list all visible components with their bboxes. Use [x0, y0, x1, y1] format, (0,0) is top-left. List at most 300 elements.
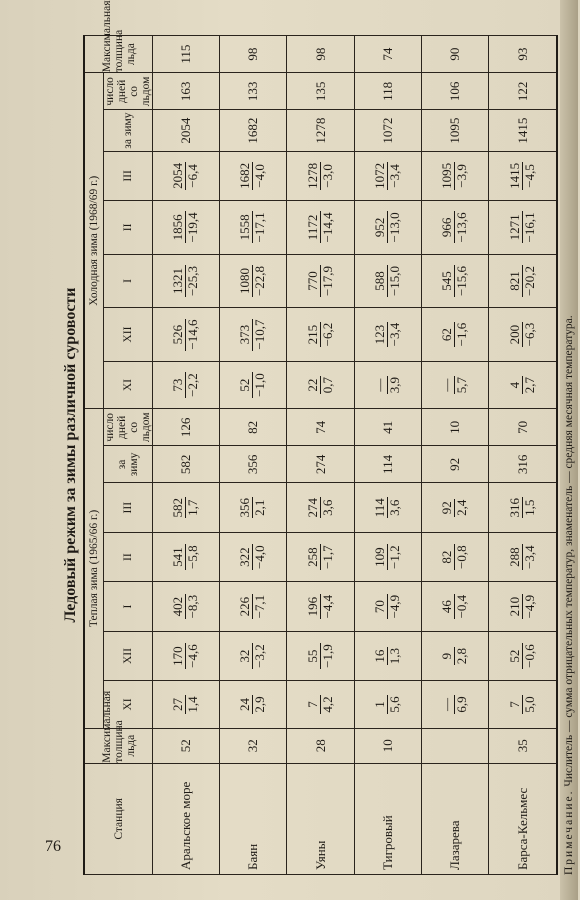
- note-label: Примечание.: [563, 789, 575, 875]
- fraction-value: [508, 162, 537, 190]
- month-cell: [421, 483, 488, 532]
- warm-ice-days-value: 41: [379, 420, 395, 434]
- cold-ice-days: [354, 73, 421, 110]
- fraction-value: [508, 265, 537, 297]
- cold-max-ice-value: 90: [447, 47, 463, 61]
- mean-temp: −4,9: [521, 594, 537, 619]
- fraction-value: [508, 322, 537, 348]
- cold-ice-days: [220, 73, 287, 110]
- mean-temp: −4,5: [521, 164, 537, 188]
- station-name: Барса-Кельмес: [514, 787, 530, 870]
- header-per-winter: за зиму: [104, 110, 153, 151]
- warm-ice-days: [489, 409, 557, 446]
- fraction-value: [373, 594, 402, 620]
- fraction-value: [508, 376, 537, 394]
- table-row: [153, 36, 220, 875]
- fraction-value: [440, 211, 469, 243]
- fraction-value: [373, 211, 402, 243]
- month-cell: [421, 582, 488, 631]
- temp-sum: 526: [171, 319, 186, 351]
- header-month: II: [104, 532, 153, 581]
- month-cell: [287, 201, 354, 255]
- header-month: I: [104, 254, 153, 308]
- month-cell: [354, 532, 421, 581]
- fraction-value: [306, 265, 335, 297]
- mean-temp: 6,9: [454, 696, 470, 713]
- temp-sum: 62: [440, 322, 455, 348]
- mean-temp: 5,0: [521, 696, 537, 713]
- month-cell: [287, 254, 354, 308]
- mean-temp: −1,2: [386, 545, 402, 569]
- warm-total: [220, 446, 287, 483]
- mean-temp: −19,4: [185, 212, 201, 243]
- month-cell: [220, 631, 287, 680]
- page-number: 76: [45, 838, 61, 855]
- month-cell: [153, 151, 220, 200]
- month-cell: [421, 532, 488, 581]
- note-text: Числитель — сумма отрицательных температур, знаменатель — средняя месячная температура.: [563, 315, 575, 787]
- cold-max-ice: [354, 36, 421, 73]
- warm-max-ice: [354, 728, 421, 763]
- month-cell: [220, 151, 287, 200]
- temp-sum: 82: [440, 544, 455, 570]
- table-note: [562, 35, 576, 875]
- fraction-value: [440, 499, 469, 517]
- mean-temp: 3,9: [386, 376, 402, 394]
- cold-max-ice: [287, 36, 354, 73]
- table-row: [489, 36, 557, 875]
- header-month: XII: [104, 631, 153, 680]
- warm-ice-days-value: 70: [514, 420, 530, 434]
- warm-max-ice: [287, 728, 354, 763]
- mean-temp: 2,8: [454, 647, 470, 665]
- mean-temp: −1,6: [454, 322, 470, 347]
- month-cell: [287, 532, 354, 581]
- mean-temp: −5,8: [185, 545, 201, 569]
- mean-temp: −3,4: [521, 545, 537, 569]
- month-cell: [421, 308, 488, 362]
- temp-sum: 288: [508, 544, 523, 570]
- mean-temp: −0,8: [454, 545, 470, 569]
- temp-sum: 1095: [439, 162, 455, 189]
- station-name: Лазарева: [447, 820, 463, 870]
- cold-ice-days-value: 106: [447, 81, 463, 102]
- month-cell: [489, 532, 557, 581]
- temp-sum: 2054: [170, 162, 186, 189]
- mean-temp: 0,7: [319, 376, 335, 394]
- mean-temp: −0,4: [454, 594, 470, 619]
- month-cell: [153, 201, 220, 255]
- warm-ice-days-value: 82: [245, 420, 261, 434]
- temp-sum: 966: [440, 211, 455, 243]
- month-cell: [354, 681, 421, 728]
- month-cell: [153, 532, 220, 581]
- fraction-value: [171, 695, 200, 713]
- mean-temp: −15,6: [454, 265, 470, 297]
- fraction-value: [373, 376, 402, 394]
- temp-sum: 109: [373, 544, 388, 570]
- header-ice-days: число дней со льдом: [104, 409, 153, 446]
- temp-sum: 226: [238, 594, 253, 620]
- warm-max-ice-value: 10: [379, 739, 395, 753]
- ice-regime-table: [83, 0, 558, 875]
- fraction-value: [440, 647, 469, 665]
- month-cell: [421, 254, 488, 308]
- cold-ice-days: [489, 73, 557, 110]
- fraction-value: [306, 594, 335, 620]
- mean-temp: 1,3: [386, 647, 402, 665]
- temp-sum: 215: [306, 322, 321, 348]
- temp-sum: 1072: [371, 162, 387, 189]
- fraction-value: [238, 319, 267, 351]
- fraction-value: [238, 372, 267, 398]
- cold-max-ice-value: 98: [245, 47, 261, 61]
- warm-ice-days-value: 74: [312, 420, 328, 434]
- temp-sum: 322: [238, 544, 253, 570]
- month-cell: [287, 483, 354, 532]
- temp-sum: 114: [371, 498, 387, 518]
- station-name: Баян: [245, 843, 261, 870]
- fraction-value: [373, 544, 402, 570]
- table-row: [287, 36, 354, 875]
- mean-temp: −1,0: [252, 373, 268, 397]
- warm-total-value: 114: [379, 454, 395, 474]
- fraction-value: [508, 643, 537, 669]
- mean-temp: 2,4: [454, 499, 470, 516]
- month-cell: [220, 582, 287, 631]
- temp-sum: 1321: [171, 265, 186, 297]
- warm-ice-days-value: 126: [178, 417, 194, 438]
- mean-temp: −7,1: [252, 594, 268, 619]
- mean-temp: −1,7: [319, 545, 335, 569]
- header-max-ice-cold: Максимальная толщина льда: [84, 36, 153, 73]
- mean-temp: 2,7: [521, 376, 537, 394]
- month-cell: [220, 532, 287, 581]
- mean-temp: −20,2: [521, 265, 537, 297]
- temp-sum: 1682: [237, 162, 253, 189]
- cold-ice-days-value: 118: [379, 81, 395, 101]
- warm-total: [153, 446, 220, 483]
- fraction-value: [238, 544, 267, 570]
- mean-temp: −25,3: [185, 265, 201, 297]
- fraction-value: [238, 643, 267, 669]
- fraction-value: [373, 647, 402, 665]
- mean-temp: −13,6: [454, 212, 470, 243]
- mean-temp: −3,9: [454, 164, 470, 188]
- temp-sum: 373: [238, 319, 253, 351]
- temp-sum: —: [373, 376, 388, 394]
- cold-ice-days: [421, 73, 488, 110]
- fraction-value: [306, 322, 335, 348]
- cold-total-value: 2054: [178, 117, 194, 144]
- warm-total-value: 356: [245, 454, 261, 475]
- cold-max-ice: [153, 36, 220, 73]
- warm-max-ice: [153, 728, 220, 763]
- temp-sum: 821: [508, 265, 523, 297]
- station-cell: [489, 763, 557, 874]
- temp-sum: 22: [306, 376, 321, 394]
- mean-temp: −6,4: [185, 164, 201, 188]
- month-cell: [421, 201, 488, 255]
- month-cell: [489, 483, 557, 532]
- cold-ice-days-value: 135: [312, 81, 328, 102]
- fraction-value: [306, 376, 335, 394]
- warm-ice-days: [287, 409, 354, 446]
- temp-sum: 70: [373, 594, 388, 620]
- warm-max-ice: [220, 728, 287, 763]
- temp-sum: 402: [171, 594, 186, 620]
- fraction-value: [238, 265, 267, 297]
- cold-total-value: 1072: [379, 117, 395, 144]
- cold-total: [287, 110, 354, 151]
- mean-temp: −14,4: [319, 212, 335, 243]
- mean-temp: 3,6: [386, 499, 402, 516]
- cold-max-ice-value: 93: [514, 47, 530, 61]
- mean-temp: −4,9: [386, 594, 402, 619]
- warm-ice-days: [220, 409, 287, 446]
- month-cell: [153, 254, 220, 308]
- rotated-table-block: [60, 0, 580, 875]
- month-cell: [489, 151, 557, 200]
- temp-sum: 46: [440, 594, 455, 620]
- temp-sum: —: [440, 695, 455, 713]
- temp-sum: 170: [171, 643, 186, 669]
- mean-temp: −6,2: [319, 322, 335, 347]
- month-cell: [153, 582, 220, 631]
- month-cell: [354, 254, 421, 308]
- warm-ice-days-value: 10: [447, 420, 463, 434]
- mean-temp: −4,6: [185, 644, 201, 668]
- month-cell: [354, 201, 421, 255]
- mean-temp: 2,9: [252, 696, 268, 713]
- month-cell: [220, 254, 287, 308]
- month-cell: [489, 308, 557, 362]
- warm-max-ice: [489, 728, 557, 763]
- month-cell: [489, 201, 557, 255]
- mean-temp: −4,0: [252, 545, 268, 569]
- fraction-value: [306, 497, 335, 519]
- temp-sum: 200: [508, 322, 523, 348]
- temp-sum: 274: [304, 497, 320, 518]
- temp-sum: 1080: [238, 265, 253, 297]
- month-cell: [489, 254, 557, 308]
- month-cell: [421, 681, 488, 728]
- temp-sum: 770: [306, 265, 321, 297]
- cold-total: [220, 110, 287, 151]
- mean-temp: −3,0: [319, 164, 335, 188]
- station-cell: [421, 763, 488, 874]
- temp-sum: 258: [306, 544, 321, 570]
- station-cell: [287, 763, 354, 874]
- mean-temp: −8,3: [185, 594, 201, 619]
- fraction-value: [373, 265, 402, 297]
- temp-sum: 1: [373, 695, 388, 713]
- month-cell: [220, 483, 287, 532]
- month-cell: [287, 308, 354, 362]
- temp-sum: 52: [238, 372, 253, 398]
- temp-sum: 92: [440, 499, 455, 517]
- temp-sum: 7: [508, 695, 523, 713]
- warm-total-value: 274: [312, 454, 328, 475]
- fraction-value: [373, 162, 402, 190]
- temp-sum: 24: [238, 695, 253, 713]
- header-cold-winter: Холодная зима (1968/69 г.): [84, 73, 104, 409]
- temp-sum: 32: [238, 643, 253, 669]
- mean-temp: 1,5: [521, 499, 537, 516]
- month-cell: [421, 361, 488, 408]
- month-cell: [489, 681, 557, 728]
- temp-sum: 55: [306, 643, 321, 669]
- mean-temp: −3,4: [386, 322, 402, 347]
- cold-max-ice: [421, 36, 488, 73]
- cold-max-ice-value: 98: [312, 47, 328, 61]
- cold-max-ice-value: 115: [178, 44, 194, 64]
- mean-temp: −17,9: [319, 265, 335, 297]
- header-station: Станция: [84, 763, 153, 874]
- station-name: Аральское море: [178, 781, 194, 870]
- fraction-value: [171, 265, 200, 297]
- table-title: Ледовый режим за зимы различной суровости: [62, 287, 79, 623]
- temp-sum: 9: [440, 647, 455, 665]
- temp-sum: 1415: [506, 162, 522, 189]
- header-month: XI: [104, 681, 153, 728]
- table-row: [354, 36, 421, 875]
- fraction-value: [440, 594, 469, 620]
- fraction-value: [440, 376, 469, 394]
- month-cell: [287, 681, 354, 728]
- mean-temp: −2,2: [185, 373, 201, 397]
- fraction-value: [238, 211, 267, 243]
- table-row: [220, 36, 287, 875]
- month-cell: [153, 483, 220, 532]
- mean-temp: 1,4: [185, 696, 201, 713]
- temp-sum: 316: [506, 497, 522, 518]
- month-cell: [220, 361, 287, 408]
- temp-sum: 1172: [306, 211, 321, 243]
- month-cell: [489, 361, 557, 408]
- mean-temp: 3,6: [319, 499, 335, 516]
- temp-sum: 1558: [238, 211, 253, 243]
- temp-sum: 1856: [171, 211, 186, 243]
- temp-sum: 1278: [304, 162, 320, 189]
- month-cell: [287, 631, 354, 680]
- mean-temp: −4,0: [252, 164, 268, 188]
- temp-sum: 16: [373, 647, 388, 665]
- temp-sum: 52: [508, 643, 523, 669]
- month-cell: [489, 631, 557, 680]
- cold-ice-days-value: 163: [178, 81, 194, 102]
- header-month: III: [104, 483, 153, 532]
- cold-max-ice: [220, 36, 287, 73]
- fraction-value: [508, 211, 537, 243]
- cold-total: [153, 110, 220, 151]
- fraction-value: [440, 544, 469, 570]
- temp-sum: 210: [508, 594, 523, 620]
- temp-sum: 541: [171, 544, 186, 570]
- table-row: [421, 36, 488, 875]
- temp-sum: 196: [306, 594, 321, 620]
- fraction-value: [306, 695, 335, 713]
- mean-temp: −22,8: [252, 265, 268, 297]
- fraction-value: [171, 594, 200, 620]
- fraction-value: [171, 497, 200, 519]
- mean-temp: 2,1: [252, 499, 268, 516]
- fraction-value: [508, 594, 537, 620]
- temp-sum: 4: [508, 376, 523, 394]
- header-month: XII: [104, 308, 153, 362]
- mean-temp: −1,9: [319, 644, 335, 668]
- fraction-value: [238, 695, 267, 713]
- month-cell: [220, 201, 287, 255]
- header-month: XI: [104, 361, 153, 408]
- month-cell: [354, 361, 421, 408]
- month-cell: [354, 308, 421, 362]
- month-cell: [489, 582, 557, 631]
- month-cell: [153, 308, 220, 362]
- month-cell: [287, 151, 354, 200]
- temp-sum: 7: [306, 695, 321, 713]
- mean-temp: −13,0: [386, 212, 402, 243]
- cold-ice-days-value: 133: [245, 81, 261, 102]
- month-cell: [354, 631, 421, 680]
- fraction-value: [171, 372, 200, 398]
- warm-ice-days: [421, 409, 488, 446]
- month-cell: [287, 361, 354, 408]
- temp-sum: 545: [440, 265, 455, 297]
- warm-max-ice: [421, 728, 488, 763]
- fraction-value: [508, 544, 537, 570]
- cold-total-value: 1415: [514, 117, 530, 144]
- mean-temp: 4,2: [319, 696, 335, 713]
- station-cell: [354, 763, 421, 874]
- temp-sum: —: [440, 376, 455, 394]
- station-name: Уяны: [312, 840, 328, 870]
- fraction-value: [508, 695, 537, 713]
- mean-temp: −3,2: [252, 644, 268, 668]
- fraction-value: [306, 643, 335, 669]
- fraction-value: [238, 497, 267, 519]
- month-cell: [153, 681, 220, 728]
- mean-temp: −15,0: [386, 265, 402, 297]
- warm-ice-days: [354, 409, 421, 446]
- warm-total: [489, 446, 557, 483]
- station-cell: [220, 763, 287, 874]
- month-cell: [354, 582, 421, 631]
- cold-total-value: 1682: [245, 117, 261, 144]
- cold-total: [421, 110, 488, 151]
- header-month: II: [104, 201, 153, 255]
- month-cell: [220, 681, 287, 728]
- mean-temp: −14,6: [185, 319, 201, 350]
- header-ice-days: число дней со льдом: [104, 73, 153, 110]
- fraction-value: [440, 162, 469, 190]
- temp-sum: 1271: [508, 211, 523, 243]
- mean-temp: −4,4: [319, 594, 335, 619]
- month-cell: [421, 151, 488, 200]
- warm-total: [354, 446, 421, 483]
- cold-ice-days-value: 122: [514, 81, 530, 102]
- month-cell: [354, 151, 421, 200]
- temp-sum: 588: [373, 265, 388, 297]
- cold-total-value: 1095: [447, 117, 463, 144]
- warm-max-ice-value: 28: [312, 739, 328, 753]
- fraction-value: [440, 265, 469, 297]
- temp-sum: 356: [237, 497, 253, 518]
- mean-temp: −16,1: [521, 212, 537, 243]
- mean-temp: −0,6: [521, 644, 537, 668]
- fraction-value: [238, 162, 267, 190]
- header-month: III: [104, 151, 153, 200]
